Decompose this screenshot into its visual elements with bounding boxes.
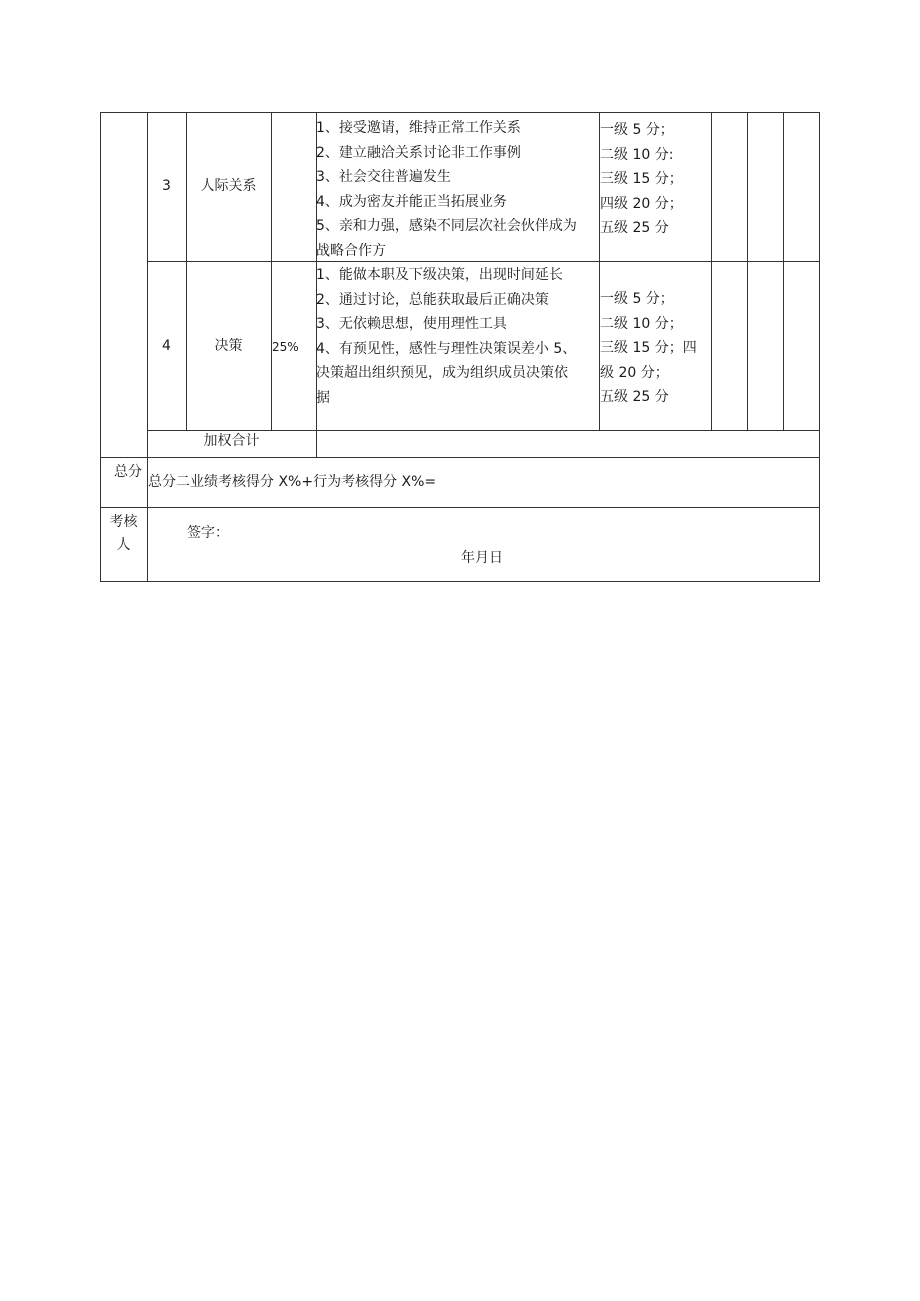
column-divider (711, 112, 712, 430)
criteria-line: 1、能做本职及下级决策，出现时间延长 (316, 267, 563, 283)
weighted-total-label: 加权合计 (203, 433, 260, 449)
item-name: 决策 (214, 338, 243, 354)
row-number: 4 (162, 338, 171, 354)
score-level: 一级 5 分； (600, 122, 674, 138)
row-number: 3 (162, 178, 171, 194)
criteria-line: 3、无依赖思想，使用理性工具 (316, 316, 507, 332)
reviewer-label-line1: 考核 (109, 514, 138, 530)
score-level: 三级 15 分； (600, 171, 683, 187)
criteria-line: 战略合作方 (316, 242, 386, 259)
score-level: 级 20 分； (600, 364, 669, 381)
score-levels (600, 118, 683, 241)
criteria-line: 决策超出组织预见，成为组织成员决策依 (316, 365, 568, 381)
item-name: 人际关系 (200, 178, 257, 194)
criteria-line: 1、接受邀请，维持正常工作关系 (316, 120, 521, 136)
score-level: 一级 5 分； (600, 291, 674, 307)
column-divider (271, 112, 272, 430)
criteria-line: 4、成为密友并能正当拓展业务 (316, 193, 507, 210)
criteria-line: 3、社会交往普遍发生 (316, 169, 451, 185)
criteria-line: 2、建立融洽关系讨论非工作事例 (316, 144, 521, 161)
criteria-line: 据 (316, 389, 330, 406)
criteria-line: 2、通过讨论，总能获取最后正确决策 (316, 291, 549, 308)
reviewer-label-line2: 人 (116, 537, 131, 553)
row-divider (100, 507, 820, 508)
score-level: 四级 20 分； (600, 195, 683, 212)
score-level: 五级 25 分 (600, 220, 669, 236)
table-border-bottom (100, 581, 820, 582)
column-divider (747, 112, 748, 430)
item-weight: 25% (272, 340, 299, 354)
row-divider (147, 430, 820, 431)
total-label: 总分 (114, 464, 142, 480)
score-level: 三级 15 分；四 (600, 340, 697, 356)
row-divider (100, 457, 820, 458)
signature-label: 签字： (187, 525, 229, 541)
date-label: 年月日 (461, 550, 503, 566)
score-level: 五级 25 分 (600, 389, 669, 405)
table-border-right (819, 112, 820, 582)
table-border-left (100, 112, 101, 582)
score-level: 二级 10 分； (600, 315, 683, 332)
criteria-list (316, 116, 577, 263)
total-formula: 总分二业绩考核得分 X%+行为考核得分 X%= (148, 474, 437, 490)
criteria-line: 4、有预见性，感性与理性决策误差小 5、 (316, 340, 577, 357)
column-divider (186, 112, 187, 430)
score-level: 二级 10 分: (600, 146, 674, 163)
criteria-list (316, 263, 576, 410)
table-border-top (100, 112, 820, 113)
criteria-line: 5、亲和力强，感染不同层次社会伙伴成为 (316, 218, 577, 234)
score-levels (600, 287, 697, 410)
column-divider (783, 112, 784, 430)
